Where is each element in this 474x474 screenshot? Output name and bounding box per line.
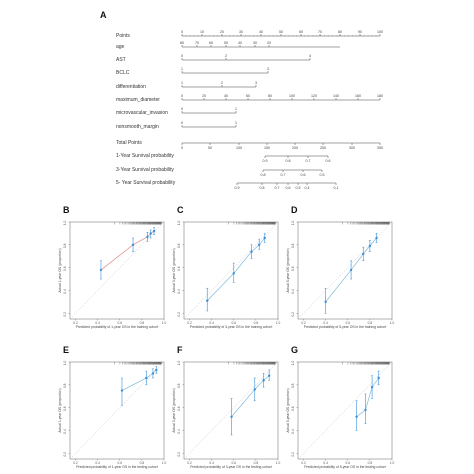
y-tick-label: 0.6 <box>291 406 295 411</box>
calibration-point <box>152 372 154 374</box>
nomogram-tick-label: 200 <box>292 146 298 150</box>
nomogram-tick-label: 160 <box>355 94 361 98</box>
x-axis-title: Predicted probability of 5-year OS in the testing cohort <box>304 465 386 469</box>
calibration-point <box>355 416 357 418</box>
x-tick-label: 0.6 <box>231 461 236 465</box>
calibration-plot-b <box>58 221 166 329</box>
calibration-plot-f <box>172 361 280 469</box>
nomogram-tick-label: 0 <box>181 146 183 150</box>
nomogram-tick-label: 1 <box>235 121 237 125</box>
y-tick-label: 0.6 <box>177 406 181 411</box>
x-tick-label: 0.6 <box>345 461 350 465</box>
nomogram-tick-label: 0 <box>181 94 183 98</box>
x-tick-label: 0.4 <box>209 461 214 465</box>
calibration-point <box>369 245 371 247</box>
nomogram-tick-label: 70 <box>195 41 199 45</box>
y-tick-label: 0.8 <box>291 243 295 249</box>
nomogram-tick-label: 80 <box>180 41 184 45</box>
nomogram-tick-label: 60 <box>246 94 250 98</box>
x-tick-label: 0.2 <box>301 321 306 325</box>
calibration-point <box>155 369 157 371</box>
y-tick-label: 0.8 <box>177 383 181 389</box>
ideal-diagonal-line <box>298 362 392 459</box>
x-tick-label: 0.8 <box>367 321 373 325</box>
nomogram-row-label: age <box>116 44 125 50</box>
nomogram-row-label: Total Points <box>116 140 142 146</box>
calibration-point <box>378 377 380 379</box>
x-tick-label: 0.8 <box>253 461 259 465</box>
nomogram-tick-label: 0.9 <box>234 186 240 190</box>
y-axis-title: Actual 3-year OS (proportion) <box>172 248 176 293</box>
calibration-point <box>230 416 232 418</box>
y-tick-label: 0.8 <box>63 383 67 389</box>
nomogram-tick-label: 150 <box>264 146 270 150</box>
y-tick-label: 0.4 <box>291 429 295 434</box>
nomogram-tick-label: 20 <box>267 41 271 45</box>
calibration-point <box>364 409 366 411</box>
nomogram-tick-label: 300 <box>349 146 355 150</box>
calibration-panels <box>58 221 394 469</box>
nomogram-tick-label: 1 <box>181 67 183 71</box>
calibration-point <box>264 237 266 239</box>
panel-letter-5: F <box>177 345 183 355</box>
y-tick-label: 0.2 <box>291 312 295 317</box>
ideal-diagonal-line <box>298 222 392 319</box>
nomogram-tick-label: 180 <box>377 94 383 98</box>
nomogram-tick-label: 100 <box>236 146 242 150</box>
nomogram-tick-label: 0.5 <box>295 186 301 190</box>
calibration-point <box>362 253 364 255</box>
nomogram-tick-label: 40 <box>238 41 242 45</box>
nomogram-tick-label: 50 <box>279 30 283 34</box>
y-axis-title: Actual 1-year OS (proportion) <box>58 388 62 433</box>
x-tick-label: 0.6 <box>117 321 122 325</box>
nomogram-tick-label: 100 <box>377 30 383 34</box>
x-axis-title: Predicted probability of 5-year OS in the training cohort <box>303 325 387 329</box>
x-tick-label: 1.0 <box>389 321 395 325</box>
y-tick-label: 0.2 <box>177 312 181 317</box>
x-tick-label: 1.0 <box>389 461 395 465</box>
nomogram-tick-label: 0 <box>181 54 183 58</box>
panel-letter-1: B <box>63 205 70 215</box>
nomogram-tick-label: 0 <box>181 30 183 34</box>
x-axis-title: Predicted probability of 3-year OS in the testing cohort <box>190 465 272 469</box>
nomogram-tick-label: 60 <box>299 30 303 34</box>
nomogram-tick-label: 0.7 <box>305 159 311 163</box>
nomogram-tick-label: 0.8 <box>260 173 266 177</box>
calibration-point <box>150 232 152 234</box>
calibration-point <box>254 388 256 390</box>
calibration-plot-e <box>58 361 166 469</box>
calibration-point <box>121 389 123 391</box>
nomogram-tick-label: 0.6 <box>300 173 306 177</box>
panel-letter-4: E <box>63 345 70 355</box>
calibration-plot-d <box>286 221 394 329</box>
calibration-point <box>258 244 260 246</box>
ideal-diagonal-line <box>184 222 278 319</box>
nomogram-tick-label: 40 <box>224 94 228 98</box>
nomogram-tick-label: 70 <box>318 30 322 34</box>
nomogram-row-label: BCLC <box>116 70 130 76</box>
y-tick-label: 0.4 <box>177 289 181 294</box>
nomogram-row-label: maximum_diameter <box>116 97 160 103</box>
y-tick-label: 0.2 <box>177 452 181 457</box>
y-tick-label: 0.6 <box>177 266 181 271</box>
nomogram-tick-label: 90 <box>358 30 362 34</box>
calibration-point <box>371 386 373 388</box>
panel-letters <box>63 10 298 355</box>
panel-letter-0: A <box>100 10 107 20</box>
nomogram-row-label: nonsmooth_margin <box>116 124 159 130</box>
nomogram-row-label: 5- Year Survival probability <box>116 180 176 186</box>
nomogram-row-label: Points <box>116 33 130 39</box>
y-tick-label: 0.6 <box>63 266 67 271</box>
calibration-plot-c <box>172 221 280 329</box>
nomogram-tick-label: 0.1 <box>333 186 339 190</box>
y-axis-title: Actual 1-year OS (proportion) <box>58 248 62 293</box>
nomogram-tick-label: 0.9 <box>262 159 268 163</box>
nomogram-tick-label: 250 <box>320 146 326 150</box>
x-tick-label: 0.8 <box>367 461 373 465</box>
nomogram-tick-label: 40 <box>259 30 263 34</box>
x-tick-label: 0.6 <box>117 461 122 465</box>
x-tick-label: 0.4 <box>323 321 328 325</box>
x-tick-label: 0.4 <box>95 461 100 465</box>
nomogram-tick-label: 30 <box>239 30 243 34</box>
calibration-point <box>100 269 102 271</box>
nomogram-tick-label: 2 <box>225 54 227 58</box>
y-tick-label: 0.6 <box>291 266 295 271</box>
nomogram-row-label: AST <box>116 57 126 63</box>
nomogram-tick-label: 20 <box>220 30 224 34</box>
panel-letter-3: D <box>291 205 298 215</box>
nomogram-tick-label: 0.8 <box>259 186 265 190</box>
calibration-point <box>146 236 148 238</box>
y-axis-title: Actual 5-year OS (proportion) <box>286 388 290 433</box>
calibration-point <box>250 250 252 252</box>
nomogram-tick-label: 0.7 <box>280 173 286 177</box>
x-tick-label: 0.2 <box>187 461 192 465</box>
y-tick-label: 0.8 <box>63 243 67 249</box>
panel-letter-2: C <box>177 205 184 215</box>
ideal-diagonal-line <box>70 362 164 459</box>
nomogram-tick-label: 0.5 <box>319 173 325 177</box>
y-tick-label: 0.8 <box>177 243 181 249</box>
calibration-line <box>207 238 265 301</box>
nomogram-tick-label: 80 <box>338 30 342 34</box>
nomogram-tick-label: 10 <box>200 30 204 34</box>
x-tick-label: 0.8 <box>253 321 259 325</box>
y-tick-label: 1.0 <box>291 220 295 226</box>
y-axis-title: Actual 5-year OS (proportion) <box>286 248 290 293</box>
y-tick-label: 0.2 <box>291 452 295 457</box>
y-tick-label: 0.4 <box>177 429 181 434</box>
nomogram-tick-label: 30 <box>253 41 257 45</box>
x-axis-title: Predicted probability of 1-year OS in the testing cohort <box>76 465 158 469</box>
panel-letter-6: G <box>291 345 299 355</box>
nomogram-tick-label: 0 <box>181 107 183 111</box>
calibration-point <box>350 269 352 271</box>
y-tick-label: 1.0 <box>63 220 67 226</box>
y-tick-label: 0.4 <box>63 429 67 434</box>
y-tick-label: 0.4 <box>291 289 295 294</box>
nomogram-tick-label: 60 <box>209 41 213 45</box>
nomogram-tick-label: 3 <box>267 67 269 71</box>
x-tick-label: 0.4 <box>209 321 214 325</box>
x-tick-label: 1.0 <box>161 321 167 325</box>
nomogram-tick-label: 1 <box>181 81 183 85</box>
nomogram-tick-label: 4 <box>309 54 311 58</box>
nomogram-tick-label: 140 <box>333 94 339 98</box>
nomogram-row-label: microvascular_invasion <box>116 110 168 116</box>
y-tick-label: 0.2 <box>63 312 67 317</box>
x-tick-label: 0.2 <box>301 461 306 465</box>
ideal-diagonal-line <box>70 222 164 319</box>
nomogram-tick-label: 350 <box>377 146 383 150</box>
calibration-point <box>145 377 147 379</box>
nomogram-tick-label: 100 <box>289 94 295 98</box>
nomogram-panel <box>116 30 383 190</box>
x-axis-title: Predicted probability of 1-year OS in the training cohort <box>75 325 159 329</box>
nomogram-tick-label: 120 <box>311 94 317 98</box>
x-tick-label: 1.0 <box>275 321 281 325</box>
y-tick-label: 0.2 <box>63 452 67 457</box>
nomogram-tick-label: 50 <box>224 41 228 45</box>
y-tick-label: 1.0 <box>291 360 295 366</box>
nomogram-tick-label: 50 <box>208 146 212 150</box>
nomogram-row-label: 1-Year Survival probability <box>116 153 174 159</box>
nomogram-tick-label: 2 <box>221 81 223 85</box>
y-tick-label: 1.0 <box>177 360 181 366</box>
nomogram-tick-label: 0.7 <box>274 186 280 190</box>
y-axis-title: Actual 3-year OS (proportion) <box>172 388 176 433</box>
calibration-point <box>233 272 235 274</box>
y-tick-label: 1.0 <box>63 360 67 366</box>
x-tick-label: 0.8 <box>139 461 145 465</box>
nomogram-tick-label: 20 <box>202 94 206 98</box>
x-tick-label: 0.6 <box>345 321 350 325</box>
nomogram-tick-label: 1 <box>235 107 237 111</box>
x-axis-title: Predicted probability of 3-year OS in the training cohort <box>189 325 273 329</box>
nomogram-tick-label: 0.6 <box>325 159 331 163</box>
calibration-point <box>132 244 134 246</box>
nomogram-tick-label: 0.8 <box>285 159 291 163</box>
calibration-point <box>375 237 377 239</box>
nomogram-tick-label: 0.6 <box>285 186 291 190</box>
nomogram-tick-label: 0 <box>181 121 183 125</box>
nomogram-row-label: 3-Year Survival probability <box>116 167 174 173</box>
calibration-point <box>262 379 264 381</box>
x-tick-label: 1.0 <box>275 461 281 465</box>
calibration-point <box>153 230 155 232</box>
nomogram-row-label: differentiation <box>116 84 146 90</box>
calibration-point <box>206 300 208 302</box>
x-tick-label: 0.6 <box>231 321 236 325</box>
x-tick-label: 1.0 <box>161 461 167 465</box>
y-tick-label: 0.6 <box>63 406 67 411</box>
calibration-line <box>101 231 154 270</box>
x-tick-label: 0.2 <box>187 321 192 325</box>
calibration-line <box>357 378 379 417</box>
x-tick-label: 0.2 <box>73 461 78 465</box>
nomogram-tick-label: 80 <box>268 94 272 98</box>
y-tick-label: 0.4 <box>63 289 67 294</box>
y-tick-label: 1.0 <box>177 220 181 226</box>
y-tick-label: 0.8 <box>291 383 295 389</box>
x-tick-label: 0.4 <box>95 321 100 325</box>
calibration-point <box>268 374 270 376</box>
calibration-plot-g <box>286 361 394 469</box>
nomogram-tick-label: 3 <box>255 81 257 85</box>
nomogram-tick-label: 0.4 <box>304 186 310 190</box>
x-tick-label: 0.4 <box>323 461 328 465</box>
x-tick-label: 0.8 <box>139 321 145 325</box>
calibration-point <box>324 301 326 303</box>
x-tick-label: 0.2 <box>73 321 78 325</box>
